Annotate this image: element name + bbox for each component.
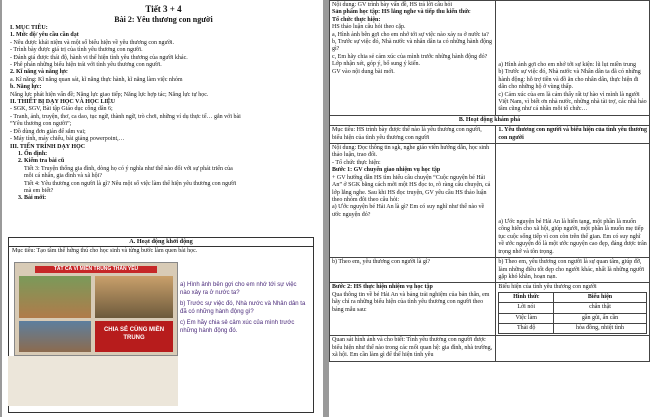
- table-cell: gần gũi, ấn cần: [553, 313, 646, 323]
- expression-table-title: Biểu hiện của tình yêu thương con người: [498, 284, 597, 291]
- text-line: Tiết 4: Yêu thương con người là gì? Nêu một số việc làm thể hiện yêu thương con người: [24, 180, 237, 187]
- table-row: [499, 313, 647, 323]
- goal-cell: Mục tiêu: HS trình bày được thế nào là yêu thương con người, biểu hiện của tình yêu thương con người: [330, 126, 496, 144]
- text-line: Nội dung: GV trình bày vấn đề, HS trả lời câu hỏi: [332, 2, 453, 8]
- step2-text: Qua thông tin về bé Hải An và bảng trải nghiệm của bản thân, em hãy chỉ ra những biểu hiện của tình yêu thương con người theo bảng mẫu sau:: [332, 291, 490, 313]
- table-row: [499, 303, 647, 313]
- text-line: - Đồ dùng đơn giản để sắm vai;: [10, 128, 86, 135]
- intro-procedure-cell: [330, 1, 496, 116]
- section-heading: B. Hoạt động khám phá: [330, 115, 650, 125]
- text-line: c, Em hãy chia sẻ cảm xúc của mình trước những hành động đó?: [332, 53, 488, 60]
- observation-cell: Quan sát hình ảnh và cho biết: Tình yêu thương con người được biểu hiện như thế nào trong các mối quan hệ: gia đình, nhà trường, xã hội. Em cần làm gì để thể hiện tình yêu: [330, 336, 496, 361]
- text-line: - SGK, SGV, Bài tập Giáo dục công dân 6;: [10, 106, 113, 113]
- text-line: - Tranh, ảnh, truyện, thơ, ca dao, tục ngữ, thành ngữ, trò chơi, những ví dụ thực tế… gắn với bài: [10, 113, 241, 120]
- text-line: Nội dung: Đọc thông tin sgk, nghe giáo viên hướng dẫn, học sinh thảo luận, trao đổi.: [332, 145, 490, 159]
- step2-title: Bước 2: HS thực hiện nhiệm vụ học tập: [332, 284, 433, 291]
- text-line: - Phê phán những biểu hiện trái với tình yêu thương con người.: [10, 62, 162, 69]
- flood-relief-poster: [14, 262, 178, 356]
- step2-cell: [330, 283, 496, 336]
- text-line: III. TIẾN TRÌNH DẠY HỌC: [10, 143, 86, 150]
- text-line: 1. Ổn định:: [18, 150, 48, 157]
- text-line: - Máy tính, máy chiếu, bài giảng powerpoint,…: [10, 136, 125, 143]
- table-cell: Thái độ: [499, 323, 554, 333]
- activity-aim: Mục tiêu: Tạo tâm thế hứng thú cho học sinh và từng bước làm quen bài học.: [12, 248, 198, 254]
- poster-photo: [19, 276, 91, 318]
- text-line: Bước 1: GV chuyển giao nhiệm vụ học tập: [332, 167, 441, 174]
- table-row: [330, 283, 650, 336]
- text-line: Tiết 3: Truyện thống gia đình, dòng họ có ý nghĩa như thế nào đối với sự phát triển của: [24, 165, 233, 172]
- column-header: Biểu hiện: [553, 292, 646, 302]
- table-cell: chân thật: [553, 303, 646, 313]
- definition-answer-cell: b) Theo em, yêu thương con người là sự quan tâm, giúp đỡ, làm những điều tốt đẹp cho người khác, nhất là những người gặp khó khăn, hoạn nạn.: [496, 258, 650, 283]
- activity-heading: A. Hoạt động khởi động: [9, 238, 313, 247]
- text-line: b. Năng lực:: [10, 84, 42, 91]
- left-body-text: [10, 25, 317, 203]
- answer-b: b) Trước sự việc đó, Nhà nước và Nhân dân ta đã có những hành động: hỗ trợ tiền và đồ ăn cho nhân dân, thực hiện đi dân cho những hộ ở vùng thấp.: [498, 69, 641, 91]
- table-row: [330, 144, 650, 258]
- text-line: Tổ chức thực hiện:: [332, 16, 381, 23]
- text-line: - Nêu được khái niệm và một số biểu hiện về yêu thương con người.: [10, 39, 175, 46]
- right-page: [329, 0, 650, 417]
- text-line: GV vào nội dung bài mới.: [332, 68, 395, 75]
- poster-photo: [19, 321, 91, 352]
- text-line: Năng lực phát hiện vấn đề; Năng lực giao tiếp; Năng lực hợp tác; Năng lực tự học.: [10, 91, 209, 98]
- table-cell: Lời nói: [499, 303, 554, 313]
- poster-title: TẤT CẢ VÌ MIỀN TRUNG THÂN YÊU: [35, 266, 157, 273]
- lesson-title: Bài 2: Yêu thương con người: [114, 15, 213, 24]
- table-row: [330, 336, 650, 361]
- text-line: mỗi cá nhân, gia đình và xã hội?: [24, 173, 102, 180]
- question-a: a) Hình ảnh bên gợi cho em nhớ tới sự việc nào xảy ra ở nước ta?: [180, 282, 297, 296]
- text-line: 2. Kiểm tra bài cũ: [18, 158, 65, 165]
- text-line: - Tổ chức thực hiện:: [332, 159, 381, 166]
- text-line: + GV hướng dẫn HS tìm hiểu câu chuyện “Cuộc nguyện bé Hải An” ở SGK bằng cách mời một HS đọc to, rõ ràng câu chuyện, cả lớp lắng nghe. Sau khi HS đọc truyện, GV yêu cầu HS thảo luận theo nhóm đôi theo câu hỏi:: [332, 174, 491, 203]
- poster-caption-area: [8, 356, 178, 406]
- text-line: - Đánh giá được thái độ, hành vi thể hiện tình yêu thương của người khác.: [10, 54, 188, 61]
- lesson-period: Tiết 3 + 4: [145, 4, 182, 14]
- table-cell: Việc làm: [499, 313, 554, 323]
- table-row: [330, 1, 650, 116]
- text-line: Sản phẩm học tập: HS lắng nghe và tiếp thu kiến thức: [332, 9, 471, 16]
- table-row: [330, 115, 650, 125]
- text-line: - Trình bày được giá trị của tình yêu thương con người.: [10, 47, 143, 54]
- goal-answer-cell: 1. Yêu thương con người và biểu hiện của tình yêu thương con người: [496, 126, 650, 144]
- table-row: [330, 126, 650, 144]
- text-line: “Yêu thương con người”;: [10, 121, 72, 128]
- text-line: I. MỤC TIÊU:: [10, 25, 48, 31]
- text-line: a) Ước nguyện bé Hải An là gì? Em có suy nghĩ như thế nào về ước nguyện đó?: [332, 204, 485, 218]
- table-row: [330, 258, 650, 283]
- story-answer: a) Ước nguyện bé Hải An là hiến tạng, một phần là muốn công hiến cho xã hội, giúp người, một phần là muốn mẹ tiếp tục cuộc sống tiếp vì con còn trên thế gian. Em có suy nghĩ về ước nguyện đó là một ước nguyện cao đẹp, đáng được trân trọng nhớ và tôn trọng.: [498, 219, 647, 255]
- expression-table-cell: [496, 283, 650, 336]
- text-line: 1. Mức độ/ yêu cầu cần đạt: [10, 32, 79, 39]
- question-b: b) Trước sự việc đó, Nhà nước và Nhân dân ta đã có những hành động gì?: [180, 301, 306, 315]
- story-answer-cell: [496, 144, 650, 258]
- answer-a: a) Hình ảnh gợi cho em nhớ tới sự kiện: lũ lụt miền trung: [498, 62, 636, 68]
- expression-table: [498, 292, 647, 335]
- intro-answer-cell: [496, 1, 650, 116]
- text-line: 2. Kĩ năng và năng lực: [10, 69, 68, 76]
- observation-answer-cell: [496, 336, 650, 361]
- column-header: Hình thức: [499, 292, 554, 302]
- lesson-plan-table: [329, 0, 650, 362]
- table-cell: hòa đồng, nhiệt tình: [553, 323, 646, 333]
- definition-question-cell: b) Theo em, yêu thương con người là gì?: [330, 258, 496, 283]
- text-line: b, Trước sự việc đó, Nhà nước và nhân dân ta có những hành động gì?: [332, 39, 492, 53]
- answer-c: c) Cảm xúc của em là cảm thấy rất tự hào vì mình là người Việt Nam, vì biết ơn nhà nước, những nhà tài trợ, các nhà hảo tâm cũng như cá nhân mỗi tổ chức…: [498, 91, 647, 113]
- text-line: HS thảo luận câu hỏi theo cặp.: [332, 24, 406, 31]
- text-line: II. THIẾT BỊ DẠY HỌC VÀ HỌC LIỆU: [10, 99, 116, 106]
- story-procedure-cell: [330, 144, 496, 258]
- text-line: Lớp nhận xét, góp ý, bổ sung ý kiến.: [332, 61, 420, 68]
- text-line: a. Kĩ năng: Kĩ năng quan sát, kĩ năng thực hành, kĩ năng làm việc nhóm: [10, 76, 183, 83]
- text-line: 3. Bài mới:: [18, 195, 47, 202]
- question-c: c) Em hãy chia sẻ cảm xúc của mình trước những hành động đó.: [180, 320, 295, 334]
- question-box: [180, 282, 306, 392]
- text-line: a, Hình ảnh bên gợi cho em nhớ tới sự việc nào xảy ra ở nước ta?: [332, 31, 489, 38]
- poster-photo: [95, 276, 173, 318]
- table-row: [499, 323, 647, 333]
- text-line: mà em biết?: [24, 187, 54, 194]
- poster-slogan: CHIA SẺ CÙNG MIỀN TRUNG: [103, 327, 165, 341]
- table-row: [499, 292, 647, 302]
